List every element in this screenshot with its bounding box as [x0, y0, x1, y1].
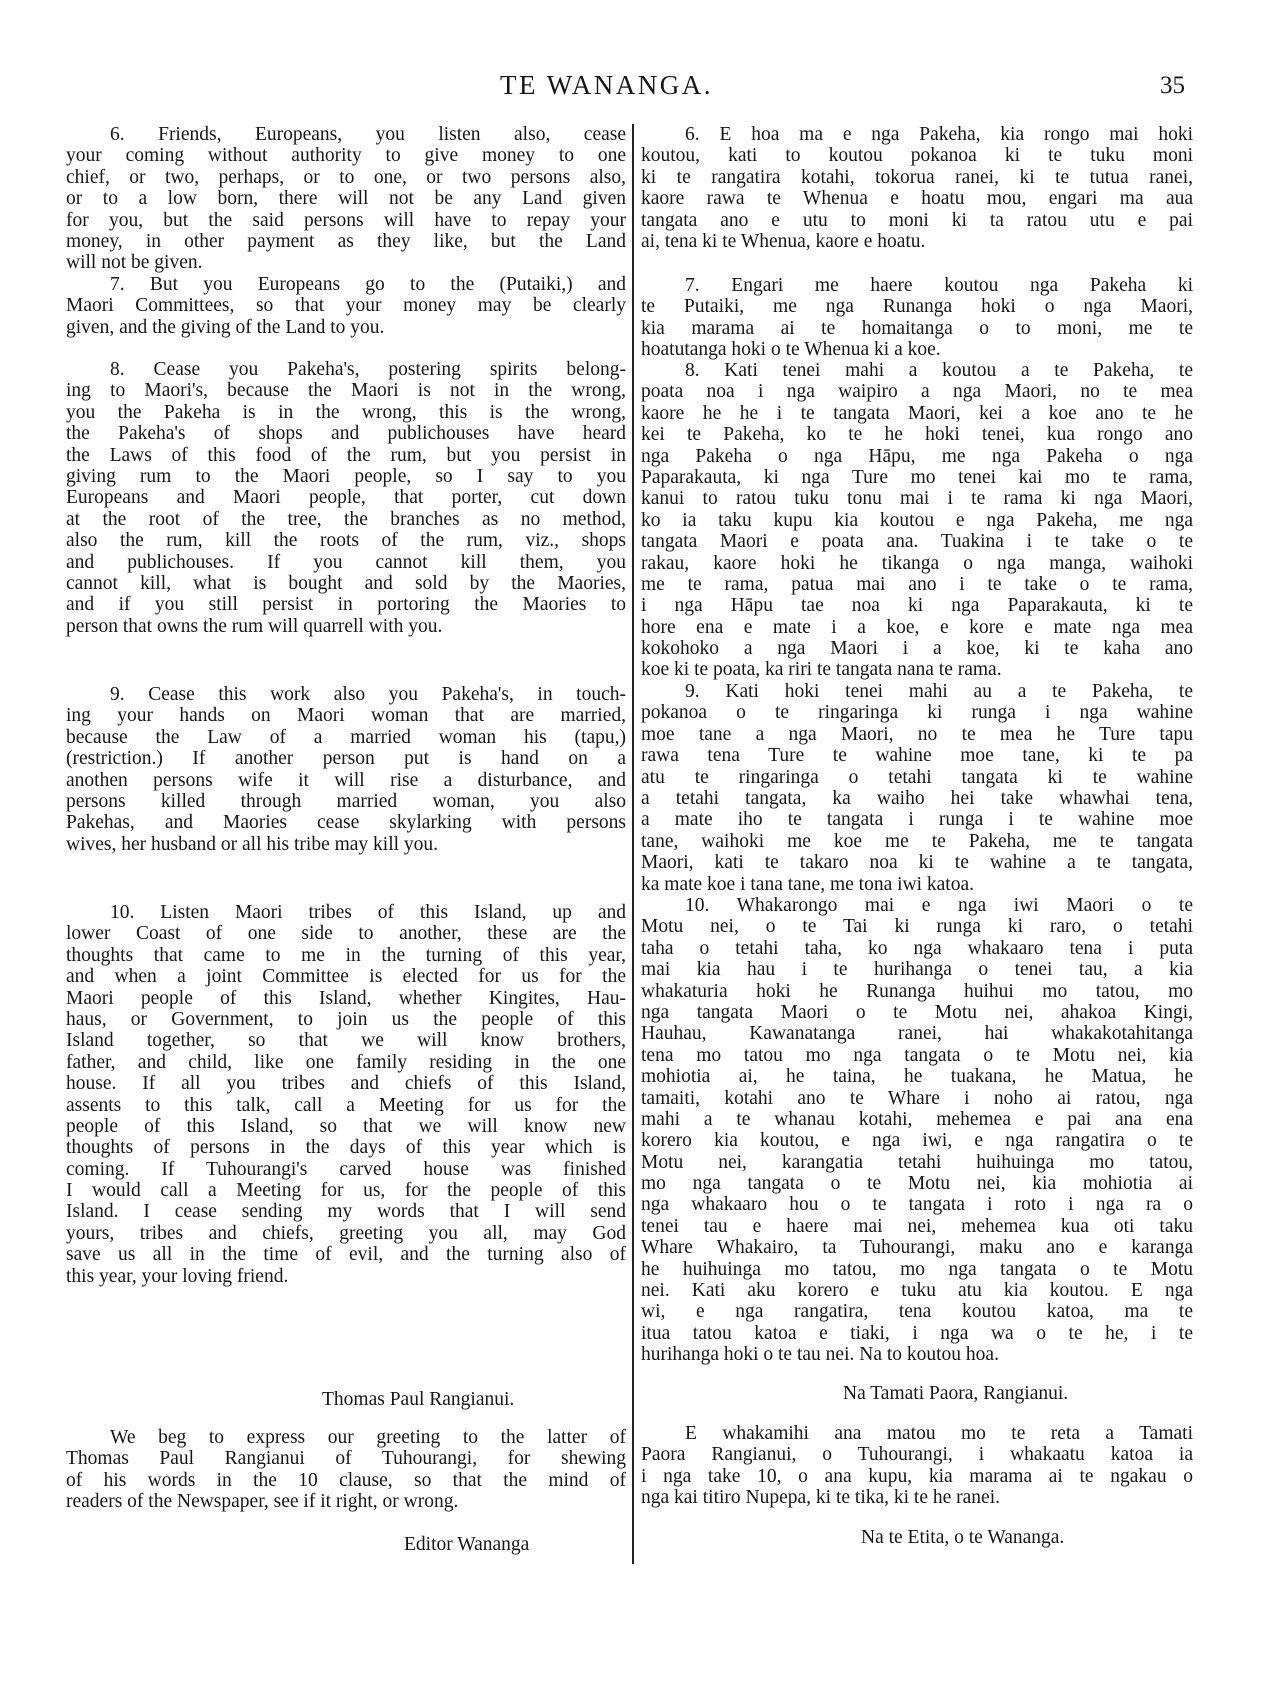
- text-line: te Putaiki, me nga Runanga hoki o nga Maori,: [641, 296, 1193, 318]
- text-line: a tetahi tangata, ka waiho hei take whawhai tena,: [641, 787, 1193, 809]
- text-line: wives, her husband or all his tribe may kill you.: [66, 833, 439, 855]
- text-line: for you, but the said persons will have to repay your: [66, 209, 626, 231]
- text-line: nga whakaaro hou o te tangata i roto i nga ra o: [641, 1194, 1193, 1216]
- text-line: Island together, so that we will know brothers,: [66, 1030, 626, 1052]
- text-line: i nga Hāpu tae noa ki nga Paparakauta, ki te: [641, 595, 1193, 617]
- text-line: or to a low born, there will not be any Land given: [66, 188, 626, 210]
- text-line: chief, or two, perhaps, or to one, or two persons also,: [66, 166, 626, 188]
- clause-9-english: [66, 684, 626, 855]
- text-line: kokohoko a nga Maori i a koe, ki te kaha ano: [641, 638, 1193, 660]
- text-line: 8. Cease you Pakeha's, postering spirits belong-: [110, 359, 626, 380]
- text-line: persons killed through married woman, you also: [66, 790, 626, 812]
- letter-signature-maori: Na Tamati Paora, Rangianui.: [843, 1383, 1069, 1404]
- text-line: (restriction.) If another person put is hand on a: [66, 748, 626, 770]
- text-line: kia marama ai te homaitanga o to moni, me te: [641, 317, 1193, 339]
- text-line: mo nga tangata o te Motu nei, kia mohiotia ai: [641, 1173, 1193, 1195]
- text-line: and publichouses. If you cannot kill them, you: [66, 551, 626, 573]
- text-line: your coming without authority to give money to one: [66, 145, 626, 167]
- text-line: this year, your loving friend.: [66, 1265, 289, 1287]
- text-line: anothen persons wife it will rise a disturbance, and: [66, 769, 626, 791]
- text-line: cannot kill, what is bought and sold by the Maories,: [66, 572, 626, 594]
- newspaper-title: TE WANANGA.: [500, 70, 713, 100]
- text-line: thoughts that came to me in the turning of this year,: [66, 944, 626, 966]
- text-line: wi, e nga rangatira, tena koutou katoa, ma te: [641, 1301, 1193, 1323]
- text-line: hoatutanga hoki o te Whenua ki a koe.: [641, 339, 941, 361]
- column-divider: [632, 124, 634, 1564]
- text-line: lower Coast of one side to another, these are the: [66, 923, 626, 945]
- text-line: 7. But you Europeans go to the (Putaiki,) and: [110, 274, 626, 295]
- text-line: rawa tena Ture te wahine moe tane, ki te pa: [641, 745, 1193, 767]
- text-line: the Pakeha's of shops and publichouses have heard: [66, 423, 626, 445]
- text-line: also the rum, kill the roots of the rum, viz., shops: [66, 530, 626, 552]
- text-line: 6. Friends, Europeans, you listen also, cease: [110, 124, 626, 145]
- clause-6-maori: [641, 124, 1193, 252]
- text-line: mahi a te whanau kotahi, mehemea e pai ana ena: [641, 1108, 1193, 1130]
- text-line: Pakehas, and Maories cease skylarking with persons: [66, 812, 626, 834]
- text-line: ai, tena ki te Whenua, kaore e hoatu.: [641, 230, 926, 252]
- text-line: Maori people of this Island, whether Kingites, Hau-: [66, 987, 626, 1009]
- text-line: mai kia hau i te hurihanga o tenei tau, a kia: [641, 959, 1193, 981]
- text-line: Thomas Paul Rangianui of Tuhourangi, for shewing: [66, 1448, 626, 1470]
- text-line: I would call a Meeting for us, for the people of this: [66, 1180, 626, 1202]
- text-line: yours, tribes and chiefs, greeting you all, may God: [66, 1222, 626, 1244]
- text-line: mohiotia ai, he taina, he tuakana, he Matua, he: [641, 1066, 1193, 1088]
- text-line: 7. Engari me haere koutou nga Pakeha ki: [685, 275, 1193, 296]
- text-line: Island. I cease sending my words that I will send: [66, 1201, 626, 1223]
- text-line: 9. Cease this work also you Pakeha's, in touch-: [110, 684, 626, 705]
- text-line: nga kai titiro Nupepa, ki te tika, ki te he ranei.: [641, 1487, 1001, 1509]
- text-line: the Laws of this food of the rum, but you persist in: [66, 444, 626, 466]
- text-line: taha o tetahi taha, ko nga whakaaro tena i puta: [641, 937, 1193, 959]
- text-line: 9. Kati hoki tenei mahi au a te Pakeha, te: [685, 681, 1193, 702]
- text-line: money, in other payment as they like, but the Land: [66, 230, 626, 252]
- text-line: hurihanga hoki o te tau nei. Na to koutou hoa.: [641, 1344, 999, 1366]
- text-line: whakaturia hoki he Runanga huihui mo tatou, mo: [641, 980, 1193, 1002]
- text-line: korero kia koutou, e nga iwi, e nga rangatira o te: [641, 1130, 1193, 1152]
- text-line: given, and the giving of the Land to you.: [66, 316, 385, 338]
- text-line: rakau, kaore hoki he tikanga o nga manga, waihoki: [641, 552, 1193, 574]
- text-line: kaore he he i te tangata Maori, kei a koe ano te he: [641, 402, 1193, 424]
- text-line: tangata Maori e poata ana. Tuakina i te take o te: [641, 531, 1193, 553]
- text-line: tane, waihoki me koe me te Pakeha, me te tangata: [641, 830, 1193, 852]
- text-line: you the Pakeha is in the wrong, this is the wrong,: [66, 401, 626, 423]
- clause-8-english: [66, 359, 626, 637]
- editor-signature-maori: Na te Etita, o te Wananga.: [861, 1527, 1065, 1548]
- editor-note-maori: [641, 1423, 1193, 1509]
- text-line: because the Law of a married woman his (tapu,): [66, 726, 626, 748]
- text-line: he huihuinga mo tatou, mo nga tangata o te Motu: [641, 1258, 1193, 1280]
- text-line: 10. Listen Maori tribes of this Island, up and: [110, 902, 626, 923]
- text-line: kaore rawa te Whenua e hoatu mou, engari ma aua: [641, 188, 1193, 210]
- editor-note-english: [66, 1427, 626, 1513]
- page-number: 35: [1160, 72, 1185, 99]
- text-line: tamaiti, kotahi ano te Whare i noho ai ratou, nga: [641, 1087, 1193, 1109]
- text-line: Hauhau, Kawanatanga ranei, hai whakakotahitanga: [641, 1023, 1193, 1045]
- text-line: ing your hands on Maori woman that are married,: [66, 705, 626, 727]
- text-line: house. If all you tribes and chiefs of this Island,: [66, 1073, 626, 1095]
- clause-9-maori: [641, 681, 1193, 895]
- text-line: Europeans and Maori people, that porter, cut down: [66, 487, 626, 509]
- text-line: kanui to ratou tuku tonu mai i te rama ki nga Maori,: [641, 488, 1193, 510]
- text-line: Paora Rangianui, o Tuhourangi, i whakaatu katoa ia: [641, 1444, 1193, 1466]
- text-line: giving rum to the Maori people, so I say to you: [66, 465, 626, 487]
- clause-10-maori: [641, 895, 1193, 1366]
- text-line: Motu nei, karangatia tetahi huihuinga mo tatou,: [641, 1151, 1193, 1173]
- clause-7-english: [66, 274, 626, 338]
- text-line: Paparakauta, ki nga Ture mo tenei kai mo te rama,: [641, 466, 1193, 488]
- text-line: Maori Committees, so that your money may be clearly: [66, 295, 626, 317]
- text-line: poata noa i nga waipiro a nga Maori, no te mea: [641, 381, 1193, 403]
- text-line: We beg to express our greeting to the latter of: [110, 1427, 626, 1448]
- text-line: nga Pakeha o nga Hāpu, me nga Pakeha o nga: [641, 445, 1193, 467]
- text-line: 6. E hoa ma e nga Pakeha, kia rongo mai hoki: [685, 124, 1193, 145]
- text-line: save us all in the time of evil, and the turning also of: [66, 1244, 626, 1266]
- text-line: Maori, kati te takaro noa ki te wahine a te tangata,: [641, 852, 1193, 874]
- text-line: nga tangata Maori o te Motu nei, ahakoa Kingi,: [641, 1001, 1193, 1023]
- text-line: and when a joint Committee is elected for us for the: [66, 966, 626, 988]
- text-line: tena mo tatou mo nga tangata o te Motu nei, kia: [641, 1044, 1193, 1066]
- clause-10-english: [66, 902, 626, 1287]
- editor-signature: Editor Wananga: [404, 1534, 530, 1555]
- text-line: of his words in the 10 clause, so that the mind of: [66, 1469, 626, 1491]
- text-line: coming. If Tuhourangi's carved house was finished: [66, 1158, 626, 1180]
- clause-7-maori: [641, 275, 1193, 361]
- text-line: Whare Whakairo, ta Tuhourangi, maku ano e karanga: [641, 1237, 1193, 1259]
- text-line: koe ki te poata, ka riri te tangata nana te rama.: [641, 659, 1002, 681]
- text-line: and if you still persist in portoring the Maories to: [66, 594, 626, 616]
- text-line: tangata ano e utu to moni ki ta ratou utu e pai: [641, 209, 1193, 231]
- text-line: ing to Maori's, because the Maori is not in the wrong,: [66, 380, 626, 402]
- letter-signature: Thomas Paul Rangianui.: [322, 1389, 515, 1410]
- text-line: father, and child, like one family residing in the one: [66, 1051, 626, 1073]
- text-line: person that owns the rum will quarrell with you.: [66, 615, 443, 637]
- text-line: nei. Kati aku korero e tuku atu kia koutou. E nga: [641, 1280, 1193, 1302]
- text-line: koutou, kati to koutou pokanoa ki te tuku moni: [641, 145, 1193, 167]
- text-line: pokanoa o te ringaringa ki runga i nga wahine: [641, 702, 1193, 724]
- text-line: at the root of the tree, the branches as no method,: [66, 508, 626, 530]
- clause-8-maori: [641, 360, 1193, 681]
- clause-6-english: [66, 124, 626, 274]
- text-line: Motu nei, o te Tai ki runga ki raro, o tetahi: [641, 916, 1193, 938]
- text-line: moe tane a nga Maori, no te mea he Ture tapu: [641, 723, 1193, 745]
- text-line: thoughts of persons in the days of this year which is: [66, 1137, 626, 1159]
- text-line: haus, or Government, to join us the people of this: [66, 1008, 626, 1030]
- text-line: ka mate koe i tana tane, me tona iwi katoa.: [641, 873, 974, 895]
- text-line: 10. Whakarongo mai e nga iwi Maori o te: [685, 895, 1193, 916]
- text-line: will not be given.: [66, 252, 203, 274]
- text-line: tenei tau e haere mai nei, mehemea kua oti taku: [641, 1215, 1193, 1237]
- text-line: ki te rangatira kotahi, tokorua ranei, ki te tutua ranei,: [641, 166, 1193, 188]
- text-line: kei te Pakeha, ko te he hoki tenei, kua rongo ano: [641, 424, 1193, 446]
- text-line: 8. Kati tenei mahi a koutou a te Pakeha, te: [685, 360, 1193, 381]
- text-line: a mate iho te tangata i runga i te wahine moe: [641, 809, 1193, 831]
- text-line: ko ia taku kupu kia koutou e nga Pakeha, me nga: [641, 509, 1193, 531]
- text-line: people of this Island, so that we will know new: [66, 1115, 626, 1137]
- text-line: readers of the Newspaper, see if it right, or wrong.: [66, 1491, 459, 1513]
- text-line: me te rama, patua mai ano i te take o te rama,: [641, 573, 1193, 595]
- text-line: i nga take 10, o ana kupu, kia marama ai te ngakau o: [641, 1465, 1193, 1487]
- text-line: itua tatou katoa e tiaki, i nga wa o te he, i te: [641, 1322, 1193, 1344]
- text-line: atu te ringaringa o tetahi tangata ki te wahine: [641, 766, 1193, 788]
- text-line: E whakamihi ana matou mo te reta a Tamati: [685, 1423, 1193, 1444]
- text-line: hore ena e mate i a koe, e kore e mate nga mea: [641, 616, 1193, 638]
- text-line: assents to this talk, call a Meeting for us for the: [66, 1094, 626, 1116]
